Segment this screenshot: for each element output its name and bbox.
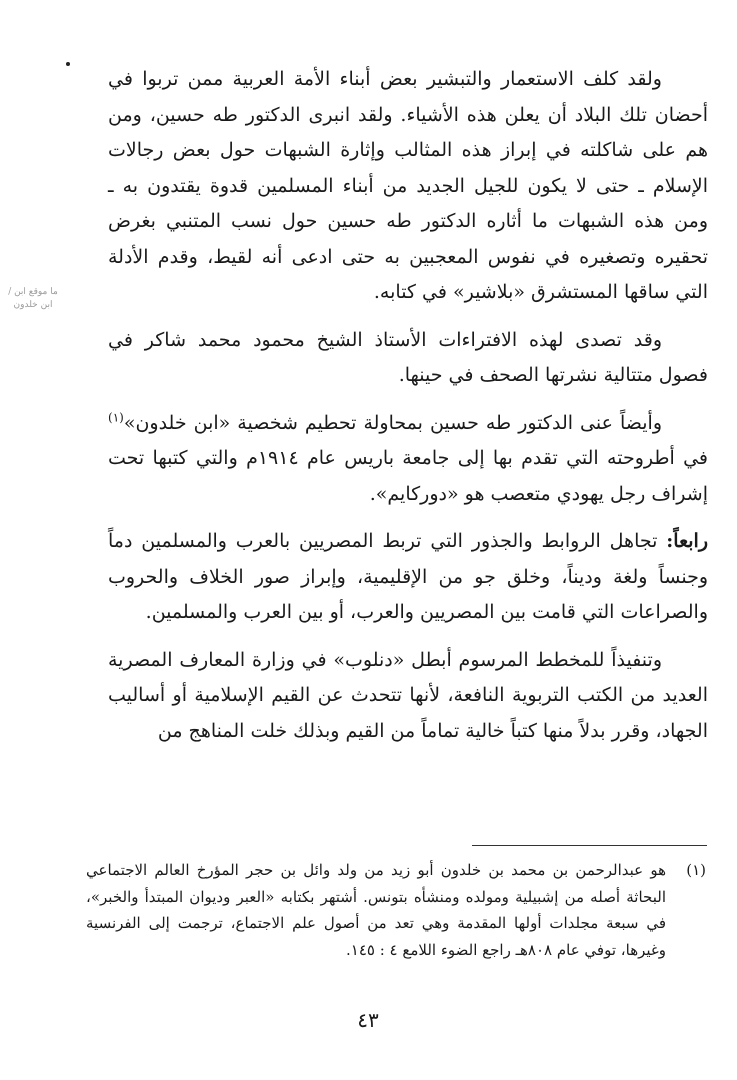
footnote-reference[interactable]: (١) bbox=[108, 410, 124, 425]
paragraph-5: وتنفيذاً للمخطط المرسوم أبطل «دنلوب» في وزارة المعارف المصرية العديد من الكتب التربوية النافعة، لأنها تتحدث عن القيم الإسلامية أو أساليب الجهاد، وقرر بدلاً منها كتباً خالية تماماً من القيم وبذلك خلت المناهج من bbox=[108, 648, 708, 742]
footnote bbox=[86, 857, 706, 963]
paragraph-1: ولقد كلف الاستعمار والتبشير بعض أبناء الأمة العربية ممن تربوا في أحضان تلك البلاد أن يعلن هذه الأشياء. ولقد انبرى الدكتور طه حسين، ومن هم على شاكلته في إبراز هذه المثالب وإثارة الشبهات حول بعض رجالات الإسلام ـ حتى لا يكون للجيل الجديد من أبناء المسلمين قدوة يقتدون به ـ ومن هذه الشبهات ما أثاره الدكتور طه حسين حول نسب المتنبي بغرض تحقيره وتصغيره في نفوس المعجبين به حتى ادعى أنه لقيط، وقدم الأدلة التي ساقها المستشرق «بلاشير» في كتابه. bbox=[108, 68, 708, 303]
paragraph-2: وقد تصدى لهذه الافتراءات الأستاذ الشيخ محمود محمد شاكر في فصول متتالية نشرتها الصحف في حينها. bbox=[108, 328, 708, 386]
handwritten-margin-note: ما موقع ابن / ابن خلدون bbox=[8, 287, 58, 310]
main-text bbox=[108, 62, 708, 749]
paragraph-4-text: تجاهل الروابط والجذور التي تربط المصريين بالعرب والمسلمين دماً وجنساً ولغة وديناً، وخلق جو من الإقليمية، وإبراز صور الخلاف والحروب والصراعات التي قامت بين المصريين والعرب، أو بين العرب والمسلمين. bbox=[108, 530, 708, 623]
footnote-text: هو عبدالرحمن بن محمد بن خلدون أبو زيد من ولد وائل بن حجر المؤرخ العالم الاجتماعي البحاثة أصله من إشبيلية ومولده ومنشأه بتونس. أشتهر بكتابه «العبر وديوان المبتدأ والخبر»، في سبعة مجلدات أولها المقدمة وهي تعد من أصول علم الاجتماع، ترجمت إلى الفرنسية وغيرها، توفي عام ٨٠٨هـ راجع الضوء اللامع ٤ : ١٤٥. bbox=[86, 861, 666, 959]
paragraph-3 bbox=[108, 406, 708, 513]
page-number: ٤٣ bbox=[357, 1008, 379, 1032]
footnote-number: (١) bbox=[686, 861, 706, 879]
paragraph-3-text: وأيضاً عنى الدكتور طه حسين بمحاولة تحطيم شخصية «ابن خلدون» bbox=[123, 411, 662, 434]
paragraph-4 bbox=[108, 524, 708, 631]
paragraph-4-heading: رابعاً: bbox=[666, 530, 708, 552]
paragraph-3-continuation: في أطروحته التي تقدم بها إلى جامعة باريس عام ١٩١٤م والتي كتبها تحت إشراف رجل يهودي متعصب هو «دوركايم». bbox=[108, 447, 709, 505]
ink-dot bbox=[66, 62, 70, 66]
footnote-divider bbox=[472, 845, 707, 846]
